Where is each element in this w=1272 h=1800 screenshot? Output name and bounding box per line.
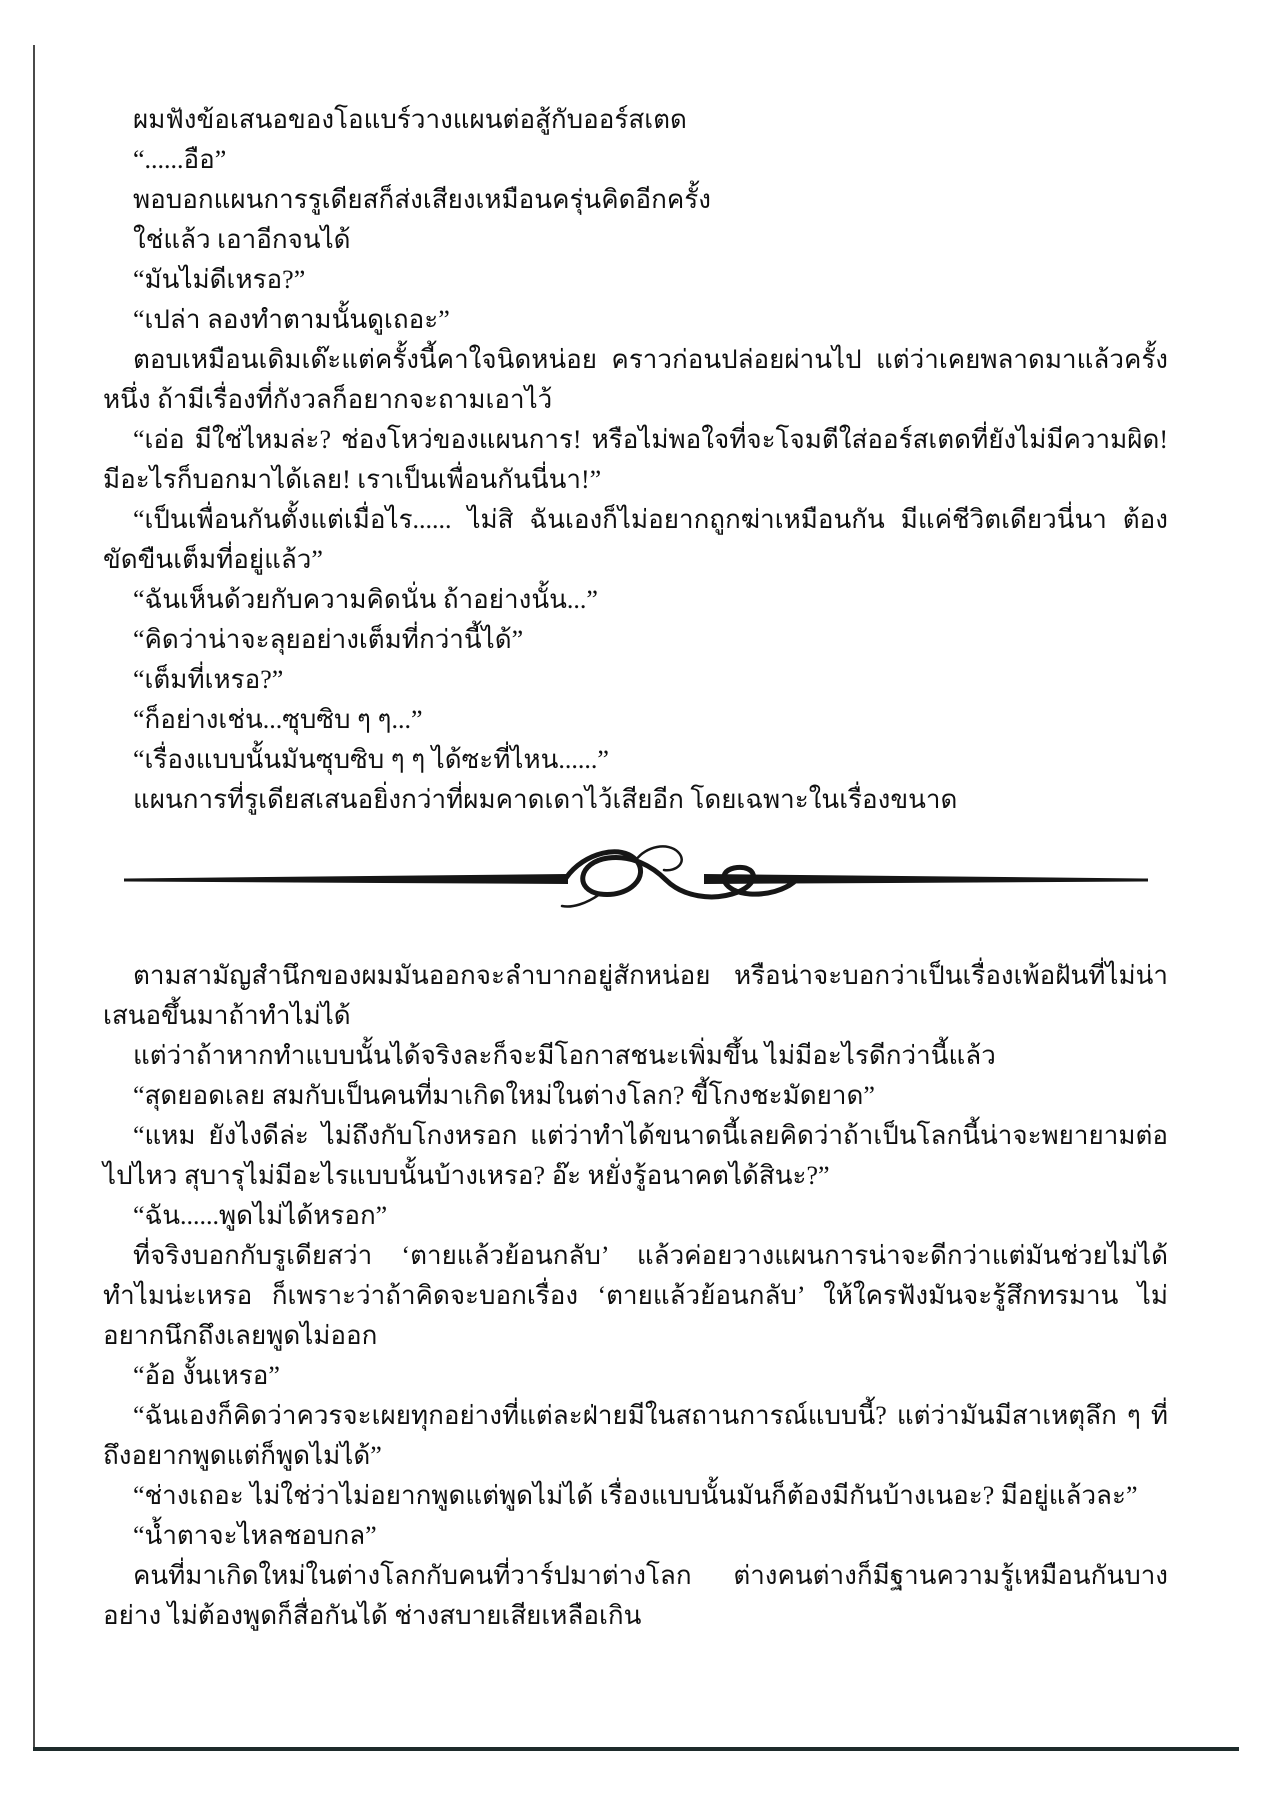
paragraph: “คิดว่าน่าจะลุยอย่างเต็มที่กว่านี้ได้” [133, 625, 524, 654]
paragraph: ใช่แล้ว เอาอีกจนได้ [133, 225, 351, 254]
flourish-ornament-icon [116, 842, 1156, 918]
page-text [103, 100, 1168, 1636]
flourish-tail-stroke [562, 894, 600, 907]
paragraph: คนที่มาเกิดใหม่ในต่างโลกกับคนที่วาร์ปมาต่างโลก ต่างคนต่างก็มีฐานความรู้เหมือนกันบางอย่าง ไม่ต้องพูดก็สื่อกันได้ ช่างสบายเสียเหลือเกิน [103, 1561, 1168, 1630]
paragraph: ตามสามัญสำนึกของผมมันออกจะลำบากอยู่สักหน่อย หรือน่าจะบอกว่าเป็นเรื่องเพ้อฝันที่ไม่น่าเสนอขึ้นมาถ้าทำไม่ได้ [103, 961, 1168, 1030]
paragraph: “น้ำตาจะไหลชอบกล” [133, 1521, 377, 1550]
section-after-break [103, 956, 1168, 1636]
paragraph: “ช่างเถอะ ไม่ใช่ว่าไม่อยากพูดแต่พูดไม่ได้ เรื่องแบบนั้นมันก็ต้องมีกันบ้างเนอะ? มีอยู่แล้วละ” [133, 1481, 1138, 1510]
paragraph: “อ้อ งั้นเหรอ” [133, 1361, 280, 1390]
paragraph: “เปล่า ลองทำตามนั้นดูเถอะ” [133, 305, 450, 334]
paragraph: ตอบเหมือนเดิมเด๊ะแต่ครั้งนี้คาใจนิดหน่อย คราวก่อนปล่อยผ่านไป แต่ว่าเคยพลาดมาแล้วครั้งหนึ่ง ถ้ามีเรื่องที่กังวลก็อยากจะถามเอาไว้ [103, 345, 1168, 414]
paragraph: “มันไม่ดีเหรอ?” [133, 265, 306, 294]
paragraph: ผมฟังข้อเสนอของโอแบร์วางแผนต่อสู้กับออร์สเตด [133, 105, 687, 134]
paragraph: “ฉัน......พูดไม่ได้หรอก” [133, 1201, 388, 1230]
paragraph: “ฉันเห็นด้วยกับความคิดนั่น ถ้าอย่างนั้น...” [133, 585, 598, 614]
paragraph: แผนการที่รูเดียสเสนอยิ่งกว่าที่ผมคาดเดาไว้เสียอีก โดยเฉพาะในเรื่องขนาด [133, 785, 958, 814]
page-bottom-border [33, 1747, 1239, 1751]
paragraph: “เรื่องแบบนั้นมันซุบซิบ ๆ ๆ ได้ซะที่ไหน......” [133, 745, 609, 774]
section-before-break [103, 100, 1168, 820]
paragraph: “ก็อย่างเช่น...ซุบซิบ ๆ ๆ...” [133, 705, 423, 734]
paragraph: “เต็มที่เหรอ?” [133, 665, 284, 694]
paragraph: “......อือ” [133, 145, 227, 174]
flourish-main-stroke [566, 852, 794, 897]
divider-left-bar [124, 874, 568, 884]
paragraph: พอบอกแผนการรูเดียสก็ส่งเสียงเหมือนครุ่นคิดอีกครั้ง [133, 185, 711, 214]
divider-right-bar [704, 874, 1148, 884]
paragraph: “เป็นเพื่อนกันตั้งแต่เมื่อไร...... ไม่สิ ฉันเองก็ไม่อยากถูกฆ่าเหมือนกัน มีแค่ชีวิตเดียวนี่นา ต้องขัดขืนเต็มที่อยู่แล้ว” [103, 505, 1168, 574]
paragraph: “ฉันเองก็คิดว่าควรจะเผยทุกอย่างที่แต่ละฝ่ายมีในสถานการณ์แบบนี้? แต่ว่ามันมีสาเหตุลึก ๆ ที่ถึงอยากพูดแต่ก็พูดไม่ได้” [103, 1401, 1168, 1470]
paragraph: “แหม ยังไงดีล่ะ ไม่ถึงกับโกงหรอก แต่ว่าทำได้ขนาดนี้เลยคิดว่าถ้าเป็นโลกนี้น่าจะพยายามต่อไปไหว สุบารุไม่มีอะไรแบบนั้นบ้างเหรอ? อ๊ะ หยั่งรู้อนาคตได้สินะ?” [103, 1121, 1168, 1190]
scene-break-divider [103, 842, 1168, 918]
paragraph: แต่ว่าถ้าหากทำแบบนั้นได้จริงละก็จะมีโอกาสชนะเพิ่มขึ้น ไม่มีอะไรดีกว่านี้แล้ว [133, 1041, 996, 1070]
paragraph: “สุดยอดเลย สมกับเป็นคนที่มาเกิดใหม่ในต่างโลก? ขี้โกงชะมัดยาด” [133, 1081, 875, 1110]
paragraph: “เอ่อ มีใช่ไหมล่ะ? ช่องโหว่ของแผนการ! หรือไม่พอใจที่จะโจมตีใส่ออร์สเตดที่ยังไม่มีความผิด! มีอะไรก็บอกมาได้เลย! เราเป็นเพื่อนกันนี่นา!” [103, 425, 1168, 494]
page-left-border [33, 45, 35, 1748]
flourish-accent-stroke [636, 846, 682, 870]
paragraph: ที่จริงบอกกับรูเดียสว่า ‘ตายแล้วย้อนกลับ’ แล้วค่อยวางแผนการน่าจะดีกว่าแต่มันช่วยไม่ได้ ทำไมน่ะเหรอ ก็เพราะว่าถ้าคิดจะบอกเรื่อง ‘ตายแล้วย้อนกลับ’ ให้ใครฟังมันจะรู้สึกทรมาน ไม่อยากนึกถึงเลยพูดไม่ออก [103, 1241, 1168, 1350]
